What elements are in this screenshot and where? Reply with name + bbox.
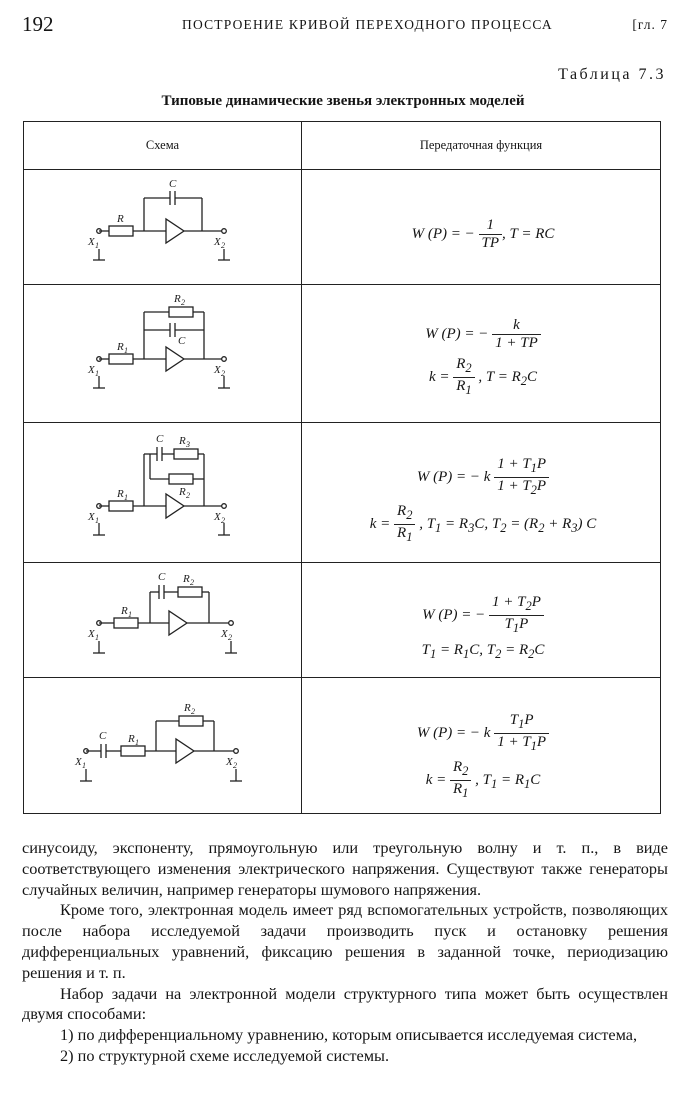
svg-text:X: X bbox=[88, 511, 95, 523]
svg-text:R: R bbox=[184, 702, 191, 714]
row-divider bbox=[24, 422, 660, 423]
body-text bbox=[22, 838, 668, 1067]
svg-text:X: X bbox=[214, 511, 221, 523]
circuit-aperiodic bbox=[24, 286, 301, 422]
svg-text:C: C bbox=[158, 571, 166, 583]
svg-text:X: X bbox=[75, 756, 82, 768]
svg-text:R: R bbox=[128, 733, 135, 745]
svg-text:2: 2 bbox=[221, 369, 225, 378]
svg-text:X: X bbox=[214, 236, 221, 248]
svg-text:X: X bbox=[221, 628, 228, 640]
svg-text:2: 2 bbox=[186, 491, 190, 500]
circuit-integrator bbox=[24, 174, 301, 284]
svg-text:R: R bbox=[174, 293, 181, 305]
table-label: Таблица 7.3 bbox=[558, 66, 666, 83]
row-divider bbox=[24, 169, 660, 170]
circuit-pi bbox=[24, 564, 301, 677]
list-item: 2) по структурной схеме исследуемой системы. bbox=[60, 1045, 390, 1065]
running-header bbox=[22, 12, 668, 36]
svg-text:R: R bbox=[117, 488, 124, 500]
svg-text:X: X bbox=[88, 236, 95, 248]
svg-text:R: R bbox=[117, 341, 124, 353]
formula-differentiator: W (P) = − k $\frac{T_1P}{1 + T_1P}$ k = $\frac{R_2}{R_1}$ , $T_1 = R_1C$ bbox=[308, 712, 658, 802]
column-divider bbox=[301, 122, 302, 813]
svg-text:R: R bbox=[179, 435, 186, 447]
svg-text:2: 2 bbox=[190, 578, 194, 587]
svg-text:2: 2 bbox=[181, 298, 185, 307]
svg-text:1: 1 bbox=[128, 610, 132, 619]
column-header-function: Передаточная функция bbox=[419, 138, 543, 152]
formula-lag-lead: W (P) = − k $\frac{1 + T_1P}{1 + T_2P}$ k = $\frac{R_2}{R_1}$ , $T_1 = R_3C$, $T_2 = (R_2 + R_3)$ C bbox=[369, 456, 597, 544]
svg-text:1: 1 bbox=[135, 738, 139, 747]
formula-integrator: W (P) = − $\frac{1}{TP}$ , T = RC bbox=[411, 217, 555, 251]
svg-text:3: 3 bbox=[186, 440, 190, 449]
circuit-differentiator bbox=[24, 679, 301, 813]
svg-text:1: 1 bbox=[95, 516, 99, 525]
table-title: Типовые динамические звенья электронных моделей bbox=[161, 93, 525, 109]
transfer-function-table bbox=[23, 121, 661, 814]
svg-text:1: 1 bbox=[82, 761, 86, 770]
list-item: 1) по дифференциальному уравнению, которым описывается исследуемая система, bbox=[60, 1025, 638, 1045]
svg-text:2: 2 bbox=[221, 241, 225, 250]
running-title: ПОСТРОЕНИЕ КРИВОЙ ПЕРЕХОДНОГО ПРОЦЕССА bbox=[182, 17, 553, 32]
svg-text:1: 1 bbox=[95, 633, 99, 642]
svg-text:X: X bbox=[88, 364, 95, 376]
svg-text:C: C bbox=[169, 178, 177, 190]
paragraph: Кроме того, электронная модель имеет ряд вспомогательных устройств, позволяющих после набора исследуемой задачи производить пуск и остановку решения дифференциальных уравнений, фиксацию решения в заданной точке, периодизацию решения и т. п. bbox=[22, 900, 668, 982]
svg-text:2: 2 bbox=[221, 516, 225, 525]
svg-text:X: X bbox=[226, 756, 233, 768]
chapter-marker: [гл. 7 bbox=[632, 17, 668, 32]
svg-text:1: 1 bbox=[95, 241, 99, 250]
svg-text:2: 2 bbox=[233, 761, 237, 770]
formula-aperiodic: W (P) = − $\frac{k}{1 + TP}$ k = $\frac{R_2}{R_1}$ , $T = R_2C$ bbox=[308, 317, 658, 399]
svg-text:1: 1 bbox=[124, 346, 128, 355]
svg-text:2: 2 bbox=[191, 707, 195, 716]
svg-text:1: 1 bbox=[95, 369, 99, 378]
svg-text:2: 2 bbox=[228, 633, 232, 642]
svg-text:C: C bbox=[178, 335, 186, 347]
row-divider bbox=[24, 562, 660, 563]
svg-text:C: C bbox=[99, 730, 107, 742]
formula-pi: W (P) = − $\frac{1 + T_2P}{T_1P}$ $T_1 = R_1C$, $T_2 = R_2C$ bbox=[421, 594, 545, 661]
row-divider bbox=[24, 677, 660, 678]
svg-text:X: X bbox=[88, 628, 95, 640]
svg-text:C: C bbox=[156, 433, 164, 445]
svg-text:R: R bbox=[183, 573, 190, 585]
circuit-lag-lead bbox=[24, 424, 301, 562]
svg-text:1: 1 bbox=[124, 493, 128, 502]
svg-text:R: R bbox=[117, 213, 124, 225]
page-number: 192 bbox=[22, 12, 54, 36]
paragraph: синусоиду, экспоненту, прямоугольную или треугольную волну и т. п., в виде соответствующего изменения электрического напряжения. Существуют также генераторы случайных величин, например генераторы шумового напряжения. bbox=[22, 838, 668, 899]
column-header-scheme: Схема bbox=[145, 138, 180, 152]
paragraph: Набор задачи на электронной модели структурного типа может быть осуществлен двумя способами: bbox=[22, 983, 668, 1024]
svg-text:X: X bbox=[214, 364, 221, 376]
row-divider bbox=[24, 284, 660, 285]
svg-text:R: R bbox=[179, 486, 186, 498]
svg-text:R: R bbox=[121, 605, 128, 617]
